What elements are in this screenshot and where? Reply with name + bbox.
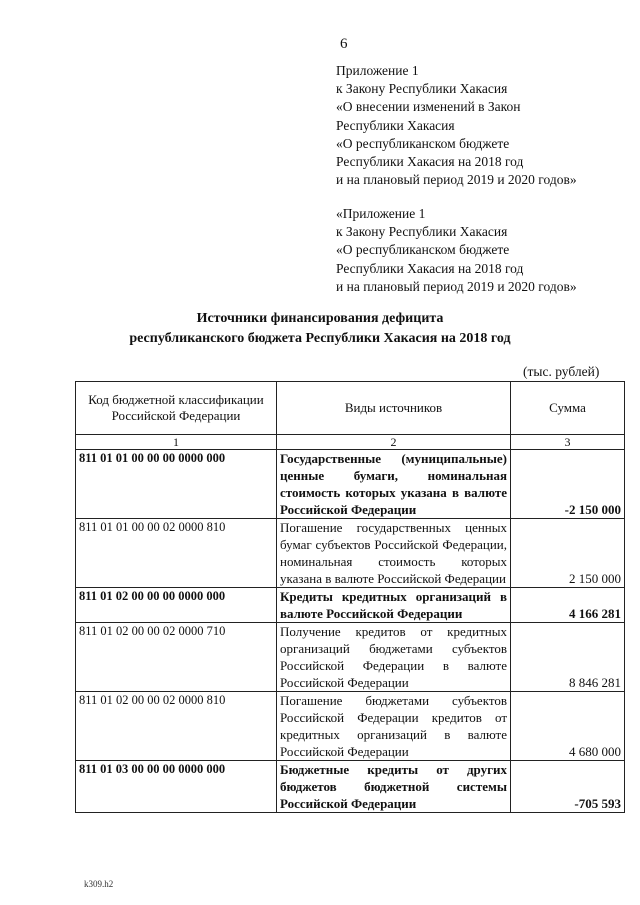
table-row <box>76 761 625 813</box>
units-label: (тыс. рублей) <box>523 364 600 379</box>
row-description: Погашение государственных ценных бумаг субъектов Российской Федерации, номинальная стоимость которых указана в валюте Российской Федерации <box>277 519 511 588</box>
row-description: Бюджетные кредиты от других бюджетов бюджетной системы Российской Федерации <box>277 761 511 813</box>
annex-line: «О внесении изменений в Закон <box>336 99 521 115</box>
table-header-row <box>76 382 625 435</box>
column-number: 1 <box>76 435 277 450</box>
title-line-2: республиканского бюджета Республики Хакасия на 2018 год <box>129 331 511 346</box>
deficit-sources-table <box>75 381 625 813</box>
row-description: Государственные (муниципальные) ценные бумаги, номинальная стоимость которых указана в валюте Российской Федерации <box>277 450 511 519</box>
table-row <box>76 519 625 588</box>
column-number: 3 <box>511 435 625 450</box>
column-number: 2 <box>277 435 511 450</box>
header-amount: Сумма <box>511 382 625 435</box>
row-amount: 4 680 000 <box>511 692 625 761</box>
annex-line: «О республиканском бюджете <box>336 242 510 258</box>
row-amount: 4 166 281 <box>511 588 625 623</box>
row-amount: 8 846 281 <box>511 623 625 692</box>
annex-line: Республики Хакасия <box>336 117 455 133</box>
annex-line: Приложение 1 <box>336 63 419 78</box>
annex-line: и на плановый период 2019 и 2020 годов» <box>336 172 577 188</box>
header-source-type: Виды источников <box>277 382 511 435</box>
annex-line: Республики Хакасия на 2018 год <box>336 153 524 169</box>
table-row <box>76 692 625 761</box>
row-amount: -705 593 <box>511 761 625 813</box>
annex-line: «О республиканском бюджете <box>336 135 510 151</box>
header-code: Код бюджетной классификации Российской Федерации <box>76 382 277 435</box>
annex-line: к Закону Республики Хакасия <box>336 224 508 240</box>
page-number: 6 <box>340 36 348 52</box>
document-footer-code: k309.h2 <box>84 879 114 889</box>
row-description: Кредиты кредитных организаций в валюте Российской Федерации <box>277 588 511 623</box>
row-code: 811 01 02 00 00 02 0000 810 <box>76 692 277 761</box>
annex-reference-amending-law <box>336 62 577 189</box>
table-row <box>76 450 625 519</box>
annex-line: «Приложение 1 <box>336 206 426 221</box>
row-description: Получение кредитов от кредитных организаций бюджетами субъектов Российской Федерации в валюте Российской Федерации <box>277 623 511 692</box>
row-amount: -2 150 000 <box>511 450 625 519</box>
table-row <box>76 588 625 623</box>
table-row <box>76 623 625 692</box>
row-code: 811 01 02 00 00 00 0000 000 <box>76 588 277 623</box>
row-code: 811 01 01 00 00 02 0000 810 <box>76 519 277 588</box>
title-line-1: Источники финансирования дефицита <box>196 311 444 326</box>
row-code: 811 01 02 00 00 02 0000 710 <box>76 623 277 692</box>
annex-line: к Закону Республики Хакасия <box>336 81 508 97</box>
annex-line: Республики Хакасия на 2018 год <box>336 260 524 276</box>
annex-reference-budget-law <box>336 205 577 296</box>
annex-line: и на плановый период 2019 и 2020 годов» <box>336 278 577 294</box>
row-amount: 2 150 000 <box>511 519 625 588</box>
row-code: 811 01 03 00 00 00 0000 000 <box>76 761 277 813</box>
row-description: Погашение бюджетами субъектов Российской Федерации кредитов от кредитных организаций в валюте Российской Федерации <box>277 692 511 761</box>
row-code: 811 01 01 00 00 00 0000 000 <box>76 450 277 519</box>
document-title <box>0 309 640 349</box>
column-number-row <box>76 435 625 450</box>
